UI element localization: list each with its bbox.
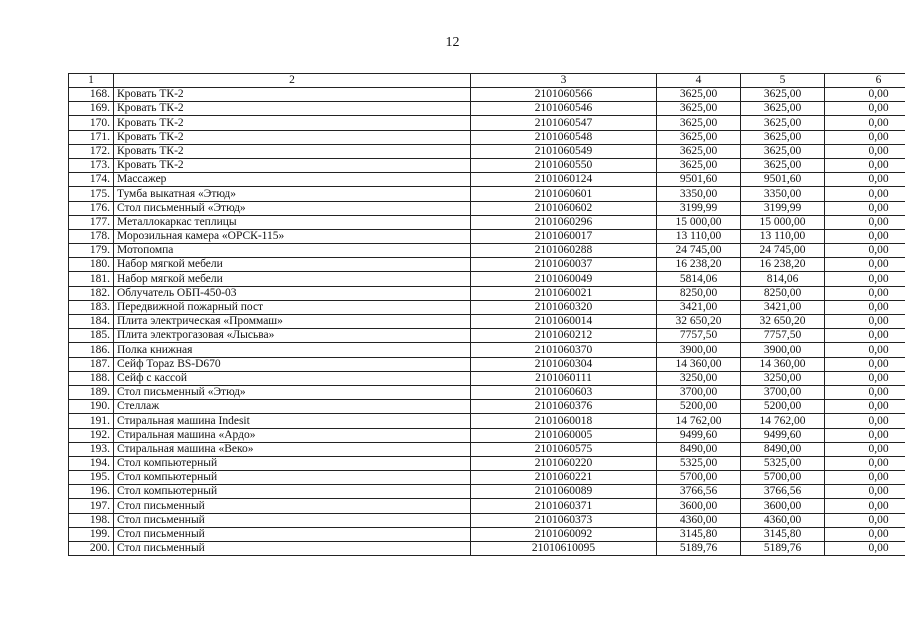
inventory-code: 2101060601 xyxy=(471,187,657,201)
table-row xyxy=(69,215,905,229)
table-row xyxy=(69,542,905,556)
table-row xyxy=(69,244,905,258)
residual-value: 0,00 xyxy=(825,456,905,470)
item-name: Стиральная машина Indesit xyxy=(114,414,471,428)
depreciation-value: 5189,76 xyxy=(741,542,825,556)
table-row xyxy=(69,144,905,158)
residual-value: 0,00 xyxy=(825,385,905,399)
table-row xyxy=(69,286,905,300)
row-number: 197. xyxy=(69,499,114,513)
table-row xyxy=(69,428,905,442)
initial-value: 3900,00 xyxy=(657,343,741,357)
initial-value: 3625,00 xyxy=(657,158,741,172)
inventory-code: 2101060092 xyxy=(471,527,657,541)
inventory-code: 2101060089 xyxy=(471,485,657,499)
inventory-code: 2101060005 xyxy=(471,428,657,442)
item-name: Морозильная камера «ОРСК-115» xyxy=(114,229,471,243)
item-name: Набор мягкой мебели xyxy=(114,272,471,286)
inventory-code: 2101060021 xyxy=(471,286,657,300)
inventory-code: 2101060049 xyxy=(471,272,657,286)
table-row xyxy=(69,258,905,272)
table-header-row xyxy=(69,74,905,88)
item-name: Плита электрическая «Проммаш» xyxy=(114,315,471,329)
inventory-code: 2101060221 xyxy=(471,471,657,485)
depreciation-value: 7757,50 xyxy=(741,329,825,343)
inventory-code: 2101060124 xyxy=(471,173,657,187)
table-row xyxy=(69,357,905,371)
residual-value: 0,00 xyxy=(825,258,905,272)
column-header: 3 xyxy=(471,74,657,88)
depreciation-value: 5700,00 xyxy=(741,471,825,485)
residual-value: 0,00 xyxy=(825,471,905,485)
depreciation-value: 9499,60 xyxy=(741,428,825,442)
row-number: 168. xyxy=(69,88,114,102)
initial-value: 3700,00 xyxy=(657,385,741,399)
initial-value: 5814,06 xyxy=(657,272,741,286)
initial-value: 8250,00 xyxy=(657,286,741,300)
depreciation-value: 15 000,00 xyxy=(741,215,825,229)
row-number: 196. xyxy=(69,485,114,499)
item-name: Сейф с кассой xyxy=(114,371,471,385)
column-header: 1 xyxy=(69,74,114,88)
row-number: 190. xyxy=(69,400,114,414)
residual-value: 0,00 xyxy=(825,215,905,229)
residual-value: 0,00 xyxy=(825,414,905,428)
initial-value: 3250,00 xyxy=(657,371,741,385)
residual-value: 0,00 xyxy=(825,244,905,258)
initial-value: 5200,00 xyxy=(657,400,741,414)
item-name: Тумба выкатная «Этюд» xyxy=(114,187,471,201)
depreciation-value: 3421,00 xyxy=(741,300,825,314)
residual-value: 0,00 xyxy=(825,527,905,541)
item-name: Стол письменный xyxy=(114,527,471,541)
depreciation-value: 13 110,00 xyxy=(741,229,825,243)
initial-value: 5325,00 xyxy=(657,456,741,470)
item-name: Кровать ТК-2 xyxy=(114,158,471,172)
depreciation-value: 3900,00 xyxy=(741,343,825,357)
residual-value: 0,00 xyxy=(825,513,905,527)
depreciation-value: 3625,00 xyxy=(741,158,825,172)
initial-value: 3600,00 xyxy=(657,499,741,513)
item-name: Кровать ТК-2 xyxy=(114,88,471,102)
column-header: 2 xyxy=(114,74,471,88)
depreciation-value: 3625,00 xyxy=(741,102,825,116)
depreciation-value: 4360,00 xyxy=(741,513,825,527)
residual-value: 0,00 xyxy=(825,400,905,414)
item-name: Массажер xyxy=(114,173,471,187)
table-row xyxy=(69,116,905,130)
table-row xyxy=(69,229,905,243)
row-number: 185. xyxy=(69,329,114,343)
initial-value: 13 110,00 xyxy=(657,229,741,243)
residual-value: 0,00 xyxy=(825,371,905,385)
table-row xyxy=(69,173,905,187)
depreciation-value: 814,06 xyxy=(741,272,825,286)
row-number: 189. xyxy=(69,385,114,399)
item-name: Сейф Topaz BS-D670 xyxy=(114,357,471,371)
item-name: Плита электрогазовая «Лысьва» xyxy=(114,329,471,343)
depreciation-value: 3625,00 xyxy=(741,130,825,144)
row-number: 194. xyxy=(69,456,114,470)
residual-value: 0,00 xyxy=(825,300,905,314)
depreciation-value: 5325,00 xyxy=(741,456,825,470)
table-row xyxy=(69,272,905,286)
residual-value: 0,00 xyxy=(825,158,905,172)
item-name: Стеллаж xyxy=(114,400,471,414)
depreciation-value: 32 650,20 xyxy=(741,315,825,329)
column-header: 6 xyxy=(825,74,905,88)
item-name: Стол компьютерный xyxy=(114,471,471,485)
table-row xyxy=(69,201,905,215)
inventory-code: 2101060212 xyxy=(471,329,657,343)
inventory-code: 2101060566 xyxy=(471,88,657,102)
table-row xyxy=(69,485,905,499)
depreciation-value: 3625,00 xyxy=(741,116,825,130)
inventory-code: 2101060017 xyxy=(471,229,657,243)
residual-value: 0,00 xyxy=(825,542,905,556)
residual-value: 0,00 xyxy=(825,286,905,300)
inventory-code: 2101060320 xyxy=(471,300,657,314)
table-row xyxy=(69,400,905,414)
table-row xyxy=(69,442,905,456)
initial-value: 14 762,00 xyxy=(657,414,741,428)
row-number: 200. xyxy=(69,542,114,556)
residual-value: 0,00 xyxy=(825,102,905,116)
table-row xyxy=(69,329,905,343)
item-name: Мотопомпа xyxy=(114,244,471,258)
initial-value: 3625,00 xyxy=(657,130,741,144)
residual-value: 0,00 xyxy=(825,272,905,286)
row-number: 198. xyxy=(69,513,114,527)
depreciation-value: 14 762,00 xyxy=(741,414,825,428)
item-name: Стол письменный xyxy=(114,513,471,527)
residual-value: 0,00 xyxy=(825,485,905,499)
initial-value: 3625,00 xyxy=(657,88,741,102)
table-row xyxy=(69,527,905,541)
row-number: 191. xyxy=(69,414,114,428)
item-name: Стол письменный «Этюд» xyxy=(114,385,471,399)
inventory-code: 2101060220 xyxy=(471,456,657,470)
depreciation-value: 3145,80 xyxy=(741,527,825,541)
depreciation-value: 3199,99 xyxy=(741,201,825,215)
residual-value: 0,00 xyxy=(825,130,905,144)
depreciation-value: 14 360,00 xyxy=(741,357,825,371)
table-row xyxy=(69,499,905,513)
initial-value: 24 745,00 xyxy=(657,244,741,258)
row-number: 195. xyxy=(69,471,114,485)
inventory-code: 2101060370 xyxy=(471,343,657,357)
residual-value: 0,00 xyxy=(825,187,905,201)
table-row xyxy=(69,158,905,172)
table-row xyxy=(69,300,905,314)
initial-value: 5700,00 xyxy=(657,471,741,485)
item-name: Полка книжная xyxy=(114,343,471,357)
initial-value: 3625,00 xyxy=(657,116,741,130)
depreciation-value: 9501,60 xyxy=(741,173,825,187)
row-number: 187. xyxy=(69,357,114,371)
depreciation-value: 16 238,20 xyxy=(741,258,825,272)
initial-value: 3625,00 xyxy=(657,102,741,116)
item-name: Набор мягкой мебели xyxy=(114,258,471,272)
initial-value: 3421,00 xyxy=(657,300,741,314)
item-name: Передвижной пожарный пост xyxy=(114,300,471,314)
inventory-code: 2101060373 xyxy=(471,513,657,527)
inventory-table-body xyxy=(69,74,905,556)
row-number: 176. xyxy=(69,201,114,215)
depreciation-value: 3625,00 xyxy=(741,88,825,102)
row-number: 178. xyxy=(69,229,114,243)
inventory-code: 2101060602 xyxy=(471,201,657,215)
inventory-code: 2101060550 xyxy=(471,158,657,172)
initial-value: 3766,56 xyxy=(657,485,741,499)
initial-value: 15 000,00 xyxy=(657,215,741,229)
inventory-code: 2101060603 xyxy=(471,385,657,399)
table-row xyxy=(69,471,905,485)
residual-value: 0,00 xyxy=(825,144,905,158)
row-number: 186. xyxy=(69,343,114,357)
row-number: 181. xyxy=(69,272,114,286)
inventory-code: 21010610095 xyxy=(471,542,657,556)
depreciation-value: 8250,00 xyxy=(741,286,825,300)
item-name: Стиральная машина «Веко» xyxy=(114,442,471,456)
table-row xyxy=(69,187,905,201)
row-number: 188. xyxy=(69,371,114,385)
inventory-code: 2101060376 xyxy=(471,400,657,414)
item-name: Кровать ТК-2 xyxy=(114,102,471,116)
row-number: 177. xyxy=(69,215,114,229)
initial-value: 8490,00 xyxy=(657,442,741,456)
initial-value: 3625,00 xyxy=(657,144,741,158)
item-name: Кровать ТК-2 xyxy=(114,116,471,130)
inventory-code: 2101060037 xyxy=(471,258,657,272)
residual-value: 0,00 xyxy=(825,329,905,343)
initial-value: 3145,80 xyxy=(657,527,741,541)
initial-value: 3350,00 xyxy=(657,187,741,201)
depreciation-value: 3625,00 xyxy=(741,144,825,158)
inventory-code: 2101060548 xyxy=(471,130,657,144)
row-number: 170. xyxy=(69,116,114,130)
table-row xyxy=(69,414,905,428)
item-name: Стол компьютерный xyxy=(114,456,471,470)
row-number: 172. xyxy=(69,144,114,158)
inventory-code: 2101060111 xyxy=(471,371,657,385)
initial-value: 32 650,20 xyxy=(657,315,741,329)
residual-value: 0,00 xyxy=(825,201,905,215)
item-name: Стол письменный xyxy=(114,499,471,513)
residual-value: 0,00 xyxy=(825,343,905,357)
inventory-code: 2101060546 xyxy=(471,102,657,116)
inventory-code: 2101060575 xyxy=(471,442,657,456)
row-number: 193. xyxy=(69,442,114,456)
initial-value: 3199,99 xyxy=(657,201,741,215)
residual-value: 0,00 xyxy=(825,428,905,442)
table-row xyxy=(69,343,905,357)
initial-value: 9499,60 xyxy=(657,428,741,442)
item-name: Стол письменный «Этюд» xyxy=(114,201,471,215)
item-name: Облучатель ОБП-450-03 xyxy=(114,286,471,300)
initial-value: 4360,00 xyxy=(657,513,741,527)
inventory-code: 2101060547 xyxy=(471,116,657,130)
row-number: 180. xyxy=(69,258,114,272)
depreciation-value: 3700,00 xyxy=(741,385,825,399)
inventory-code: 2101060549 xyxy=(471,144,657,158)
depreciation-value: 3350,00 xyxy=(741,187,825,201)
item-name: Кровать ТК-2 xyxy=(114,130,471,144)
row-number: 182. xyxy=(69,286,114,300)
table-row xyxy=(69,371,905,385)
row-number: 174. xyxy=(69,173,114,187)
depreciation-value: 24 745,00 xyxy=(741,244,825,258)
row-number: 171. xyxy=(69,130,114,144)
table-row xyxy=(69,130,905,144)
item-name: Кровать ТК-2 xyxy=(114,144,471,158)
row-number: 175. xyxy=(69,187,114,201)
inventory-code: 2101060018 xyxy=(471,414,657,428)
item-name: Стол письменный xyxy=(114,542,471,556)
row-number: 169. xyxy=(69,102,114,116)
row-number: 192. xyxy=(69,428,114,442)
depreciation-value: 3600,00 xyxy=(741,499,825,513)
row-number: 173. xyxy=(69,158,114,172)
residual-value: 0,00 xyxy=(825,357,905,371)
table-row xyxy=(69,456,905,470)
initial-value: 16 238,20 xyxy=(657,258,741,272)
row-number: 184. xyxy=(69,315,114,329)
inventory-code: 2101060014 xyxy=(471,315,657,329)
page-number: 12 xyxy=(445,35,460,50)
depreciation-value: 5200,00 xyxy=(741,400,825,414)
initial-value: 9501,60 xyxy=(657,173,741,187)
column-header: 4 xyxy=(657,74,741,88)
inventory-code: 2101060304 xyxy=(471,357,657,371)
item-name: Стол компьютерный xyxy=(114,485,471,499)
row-number: 199. xyxy=(69,527,114,541)
residual-value: 0,00 xyxy=(825,229,905,243)
residual-value: 0,00 xyxy=(825,88,905,102)
inventory-table xyxy=(68,73,905,556)
initial-value: 5189,76 xyxy=(657,542,741,556)
initial-value: 14 360,00 xyxy=(657,357,741,371)
table-row xyxy=(69,315,905,329)
depreciation-value: 3766,56 xyxy=(741,485,825,499)
column-header: 5 xyxy=(741,74,825,88)
table-row xyxy=(69,513,905,527)
table-row xyxy=(69,102,905,116)
item-name: Металлокаркас теплицы xyxy=(114,215,471,229)
residual-value: 0,00 xyxy=(825,442,905,456)
item-name: Стиральная машина «Ардо» xyxy=(114,428,471,442)
residual-value: 0,00 xyxy=(825,173,905,187)
depreciation-value: 3250,00 xyxy=(741,371,825,385)
residual-value: 0,00 xyxy=(825,116,905,130)
table-row xyxy=(69,385,905,399)
inventory-code: 2101060296 xyxy=(471,215,657,229)
row-number: 179. xyxy=(69,244,114,258)
depreciation-value: 8490,00 xyxy=(741,442,825,456)
initial-value: 7757,50 xyxy=(657,329,741,343)
residual-value: 0,00 xyxy=(825,315,905,329)
inventory-code: 2101060288 xyxy=(471,244,657,258)
inventory-code: 2101060371 xyxy=(471,499,657,513)
row-number: 183. xyxy=(69,300,114,314)
residual-value: 0,00 xyxy=(825,499,905,513)
table-row xyxy=(69,88,905,102)
